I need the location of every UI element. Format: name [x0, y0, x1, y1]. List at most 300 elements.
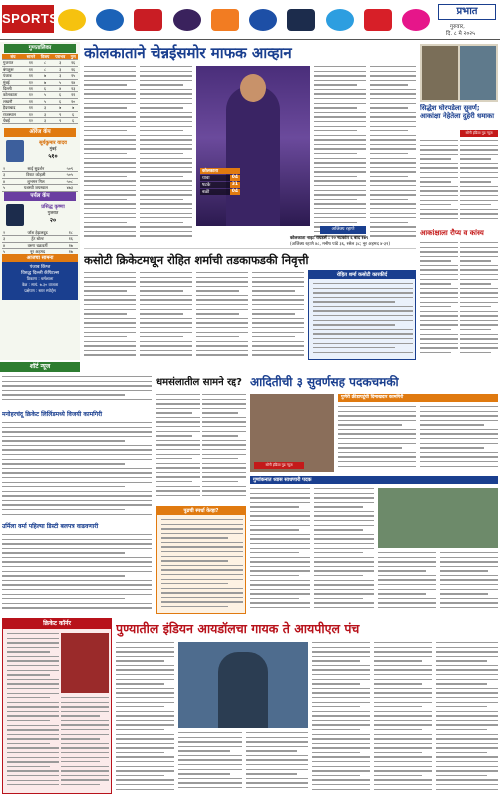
text-line [116, 747, 174, 748]
ipl-corner [2, 618, 112, 794]
points-table-header: गुण [68, 54, 78, 60]
text-line [420, 190, 458, 191]
table-row [2, 185, 78, 191]
text-line [460, 167, 498, 168]
text-line [196, 327, 248, 328]
team-logo-kkr [173, 9, 201, 31]
text-line [378, 598, 436, 599]
text-line [161, 524, 243, 525]
rohit-box [308, 270, 416, 360]
text-line [7, 734, 59, 735]
main-story-col1 [84, 66, 136, 241]
text-line [202, 444, 246, 445]
ludhiana-text [2, 534, 152, 614]
text-line [370, 116, 416, 117]
text-line [313, 352, 413, 353]
text-line [246, 782, 308, 783]
purple-cap-photo [6, 204, 24, 226]
text-line [370, 144, 416, 145]
text-line [246, 746, 308, 747]
text-line [460, 149, 498, 150]
points-table-header: विजय [38, 54, 52, 60]
gaurav-box-text [161, 519, 243, 611]
text-line [156, 394, 200, 395]
text-line [61, 743, 109, 744]
text-line [161, 528, 243, 529]
text-line [2, 495, 152, 496]
text-line [84, 93, 136, 94]
text-line [436, 656, 498, 657]
text-line [312, 656, 370, 657]
text-line [370, 194, 416, 195]
text-line [84, 162, 136, 163]
purple-cap-name: प्रसिद्ध कृष्णा [41, 204, 65, 210]
text-line [420, 251, 458, 252]
text-line [370, 203, 416, 204]
masthead [0, 0, 500, 40]
table-cell: ५ [2, 249, 12, 255]
text-line [116, 752, 164, 753]
text-line [436, 674, 498, 675]
text-line [252, 277, 304, 278]
text-line [178, 746, 242, 747]
text-line [460, 302, 498, 303]
text-line [61, 711, 109, 712]
text-line [314, 570, 374, 571]
text-line [84, 226, 136, 227]
table-cell: ५ [38, 92, 52, 98]
text-line [196, 281, 248, 282]
text-line [140, 126, 192, 127]
text-line [156, 426, 200, 427]
text-line [420, 329, 451, 330]
text-line [460, 283, 491, 284]
text-line [460, 190, 498, 191]
text-line [252, 295, 304, 296]
text-line [84, 309, 136, 310]
table-cell: १५ [68, 73, 78, 79]
text-line [2, 459, 152, 460]
text-line [314, 529, 363, 530]
table-cell: ३ [52, 60, 68, 66]
text-line [202, 449, 246, 450]
text-line [7, 674, 50, 675]
text-line [246, 773, 297, 774]
text-line [202, 426, 246, 427]
text-line [161, 592, 243, 593]
text-line [460, 338, 498, 339]
text-line [116, 775, 164, 776]
text-line [312, 660, 360, 661]
table-cell: दिल्ली [2, 86, 24, 92]
text-line [156, 412, 192, 413]
table-cell: १७ [64, 249, 78, 255]
text-line [252, 318, 304, 319]
text-line [314, 130, 357, 131]
text-line [436, 715, 498, 716]
points-table-header: संघ [2, 54, 24, 60]
text-line [84, 98, 136, 99]
text-line [2, 491, 152, 492]
text-line [84, 139, 136, 140]
text-line [460, 186, 498, 187]
text-line [420, 158, 451, 159]
table-cell: ३ [38, 118, 52, 124]
text-line [140, 299, 192, 300]
text-line [312, 642, 370, 643]
text-line [61, 766, 109, 767]
text-line [84, 107, 127, 108]
text-line [420, 461, 498, 462]
text-line [156, 408, 200, 409]
text-line [202, 399, 246, 400]
today-match-vs: विरुद्ध दिल्ली कॅपिटल्स [21, 271, 59, 276]
text-line [196, 290, 239, 291]
text-line [312, 669, 370, 670]
text-line [7, 683, 59, 684]
text-line [196, 304, 248, 305]
text-line [420, 195, 458, 196]
text-line [312, 779, 370, 780]
text-line [84, 180, 136, 181]
text-line [313, 292, 413, 293]
text-line [378, 602, 436, 603]
issue-date: दि. ८ मे २०२५ [446, 31, 475, 37]
text-line [312, 674, 370, 675]
text-line [246, 750, 297, 751]
text-line [252, 272, 304, 273]
text-line [314, 566, 374, 567]
text-line [314, 103, 366, 104]
text-line [250, 593, 310, 594]
text-line [420, 306, 451, 307]
text-line [314, 217, 366, 218]
text-line [314, 75, 366, 76]
text-line [2, 394, 125, 395]
text-line [312, 706, 360, 707]
table-cell: ७ [38, 73, 52, 79]
text-line [420, 269, 458, 270]
text-line [420, 311, 458, 312]
text-line [116, 674, 174, 675]
text-line [2, 598, 125, 599]
text-line [140, 304, 192, 305]
text-line [378, 570, 426, 571]
text-line [250, 538, 310, 539]
text-line [436, 756, 498, 757]
text-line [420, 433, 498, 434]
text-line [374, 647, 432, 648]
bottom-headline: पुण्यातील इंडियन आयडॉलचा गायक ते आयपीएल पंच [116, 621, 360, 636]
text-line [61, 779, 109, 780]
text-line [116, 724, 174, 725]
text-line [378, 589, 436, 590]
text-line [140, 66, 192, 67]
text-line [370, 93, 416, 94]
text-line [312, 683, 360, 684]
text-line [250, 543, 310, 544]
table-cell: १२ [24, 92, 38, 98]
text-line [436, 724, 498, 725]
bottom-col6 [436, 642, 498, 794]
text-line [61, 729, 109, 730]
text-line [370, 80, 416, 81]
purple-cap-leader [28, 204, 78, 224]
siddhesh-photo-1 [422, 46, 458, 100]
text-line [436, 734, 498, 735]
text-line [460, 154, 498, 155]
table-cell: मुंबई [2, 79, 24, 85]
table-cell: १० [68, 98, 78, 104]
text-line [140, 281, 192, 282]
text-line [314, 598, 363, 599]
team-logo-pbks [364, 9, 392, 31]
text-line [312, 697, 370, 698]
today-match-time: वेळ : सायं. ७.३० वाजता [21, 282, 59, 287]
table-cell: हैदराबाद [2, 105, 24, 111]
text-line [2, 566, 152, 567]
text-line [116, 729, 164, 730]
text-line [374, 688, 432, 689]
text-line [140, 341, 192, 342]
text-line [436, 752, 487, 753]
text-line [252, 341, 304, 342]
main-story-col2 [140, 66, 192, 241]
text-line [436, 660, 487, 661]
text-line [2, 472, 152, 473]
text-line [370, 171, 416, 172]
text-line [312, 784, 370, 785]
text-line [420, 347, 458, 348]
text-line [178, 750, 230, 751]
text-line [314, 190, 366, 191]
text-line [140, 309, 192, 310]
text-line [156, 431, 200, 432]
text-line [378, 566, 436, 567]
text-line [370, 199, 408, 200]
table-cell: २ [2, 166, 10, 172]
text-line [161, 569, 243, 570]
table-cell: १२ [24, 79, 38, 85]
text-line [61, 761, 100, 762]
text-line [374, 642, 432, 643]
text-line [250, 493, 310, 494]
text-line [314, 153, 357, 154]
text-line [250, 561, 310, 562]
text-line [460, 306, 491, 307]
table-cell: लखनौ [2, 98, 24, 104]
text-line [156, 421, 200, 422]
text-line [378, 584, 436, 585]
text-line [196, 354, 248, 355]
orange-cap-title: ऑरेंज कॅप [4, 128, 76, 137]
text-line [370, 231, 416, 232]
text-line [312, 756, 370, 757]
text-line [161, 601, 243, 602]
text-line [313, 343, 413, 344]
table-cell: ११ [24, 66, 38, 72]
text-line [140, 121, 192, 122]
scorecard-row [200, 189, 240, 195]
text-line [178, 769, 242, 770]
text-line [338, 411, 416, 412]
text-line [140, 148, 192, 149]
scorecard-label: धावा [202, 176, 210, 181]
text-line [178, 773, 230, 774]
text-line [436, 789, 498, 790]
text-line [140, 203, 192, 204]
text-line [61, 752, 109, 753]
text-line [140, 213, 192, 214]
text-line [7, 697, 50, 698]
table-cell: ट्रेंट बोल्ट [12, 236, 64, 242]
text-line [84, 345, 136, 346]
ipl-corner-banner: क्रिकेट कॉर्नर [3, 619, 111, 629]
text-line [314, 548, 374, 549]
text-line [420, 334, 458, 335]
text-line [202, 431, 246, 432]
text-line [460, 315, 498, 316]
text-line [84, 332, 136, 333]
text-line [2, 580, 152, 581]
text-line [156, 454, 200, 455]
text-line [460, 204, 491, 205]
text-line [436, 651, 498, 652]
text-line [84, 130, 127, 131]
scorecard-label: बळी [202, 190, 210, 195]
text-line [460, 242, 498, 243]
text-line [84, 126, 136, 127]
text-line [2, 571, 152, 572]
text-line [2, 509, 125, 510]
text-line [61, 734, 109, 735]
text-line [312, 679, 370, 680]
text-line [436, 729, 487, 730]
text-line [84, 89, 136, 90]
text-line [374, 720, 432, 721]
text-line [314, 126, 366, 127]
text-line [460, 311, 498, 312]
scorecard-team: कोलकाता [200, 168, 240, 174]
text-line [116, 679, 174, 680]
text-line [246, 737, 308, 738]
text-line [314, 222, 357, 223]
text-line [312, 692, 370, 693]
text-line [84, 84, 127, 85]
text-line [314, 552, 363, 553]
text-line [370, 121, 416, 122]
text-line [252, 286, 304, 287]
text-line [314, 71, 366, 72]
text-line [420, 265, 458, 266]
text-line [314, 66, 366, 67]
text-line [161, 597, 243, 598]
text-line [314, 520, 374, 521]
text-line [116, 766, 174, 767]
text-line [61, 702, 109, 703]
aditya-col2 [314, 488, 374, 614]
text-line [84, 327, 136, 328]
text-line [7, 738, 59, 739]
text-line [314, 511, 374, 512]
text-line [84, 350, 136, 351]
text-line [460, 324, 498, 325]
text-line [436, 738, 498, 739]
text-line [420, 288, 458, 289]
table-cell: पंजाब [2, 73, 24, 79]
table-cell: ११ [24, 98, 38, 104]
text-line [338, 466, 416, 467]
text-line [178, 759, 242, 760]
bottom-col1 [116, 642, 174, 794]
text-line [2, 504, 152, 505]
text-line [7, 651, 50, 652]
table-cell: बंगळुरू [2, 66, 24, 72]
text-line [374, 775, 422, 776]
text-line [156, 449, 200, 450]
text-line [312, 734, 370, 735]
text-line [420, 247, 458, 248]
text-line [314, 180, 366, 181]
text-line [140, 180, 192, 181]
text-line [84, 199, 127, 200]
text-line [84, 176, 127, 177]
points-table-title: गुणतालिका [4, 44, 76, 53]
text-line [460, 195, 498, 196]
aditya-col1 [250, 488, 310, 614]
text-line [7, 743, 50, 744]
text-line [84, 203, 136, 204]
text-line [460, 145, 498, 146]
text-line [7, 725, 59, 726]
aditya-col4 [440, 552, 498, 614]
text-line [116, 669, 174, 670]
text-line [84, 153, 127, 154]
text-line [116, 660, 164, 661]
text-line [374, 770, 432, 771]
text-line [436, 683, 487, 684]
paper-name: प्रभात [438, 4, 496, 20]
text-line [460, 288, 498, 289]
aditya-col3 [378, 552, 436, 614]
text-line [2, 575, 125, 576]
ipl-corner-photo [61, 633, 109, 693]
text-line [374, 752, 422, 753]
text-line [440, 566, 498, 567]
text-line [7, 715, 59, 716]
text-line [178, 732, 242, 733]
text-line [436, 784, 498, 785]
text-line [370, 98, 416, 99]
text-line [460, 247, 498, 248]
text-line [84, 235, 136, 236]
gaurav-box-title: पुढची स्पर्धा केव्हा? [157, 507, 245, 515]
aditi-headline: आदितीची ३ सुवर्णसह पदकचमकी [250, 375, 399, 389]
text-line [116, 642, 174, 643]
siddhesh-headline: सिद्धेश घोरपडेला सुवर्ण; आकांक्षा नेहेतेला दुहेरी धमाका [420, 104, 495, 120]
text-line [116, 711, 174, 712]
text-line [314, 213, 366, 214]
text-line [460, 265, 498, 266]
rohit-headline: कसोटी क्रिकेटमधून रोहित शर्माची तडकाफडकी निवृत्ती [84, 253, 309, 267]
text-line [202, 454, 246, 455]
text-line [84, 71, 136, 72]
rohit-box-title: रोहित शर्मा कसोटी कारकीर्द [309, 271, 415, 279]
table-cell: ८ [38, 60, 52, 66]
text-line [370, 185, 416, 186]
text-line [420, 283, 451, 284]
table-cell: ६ [52, 98, 68, 104]
